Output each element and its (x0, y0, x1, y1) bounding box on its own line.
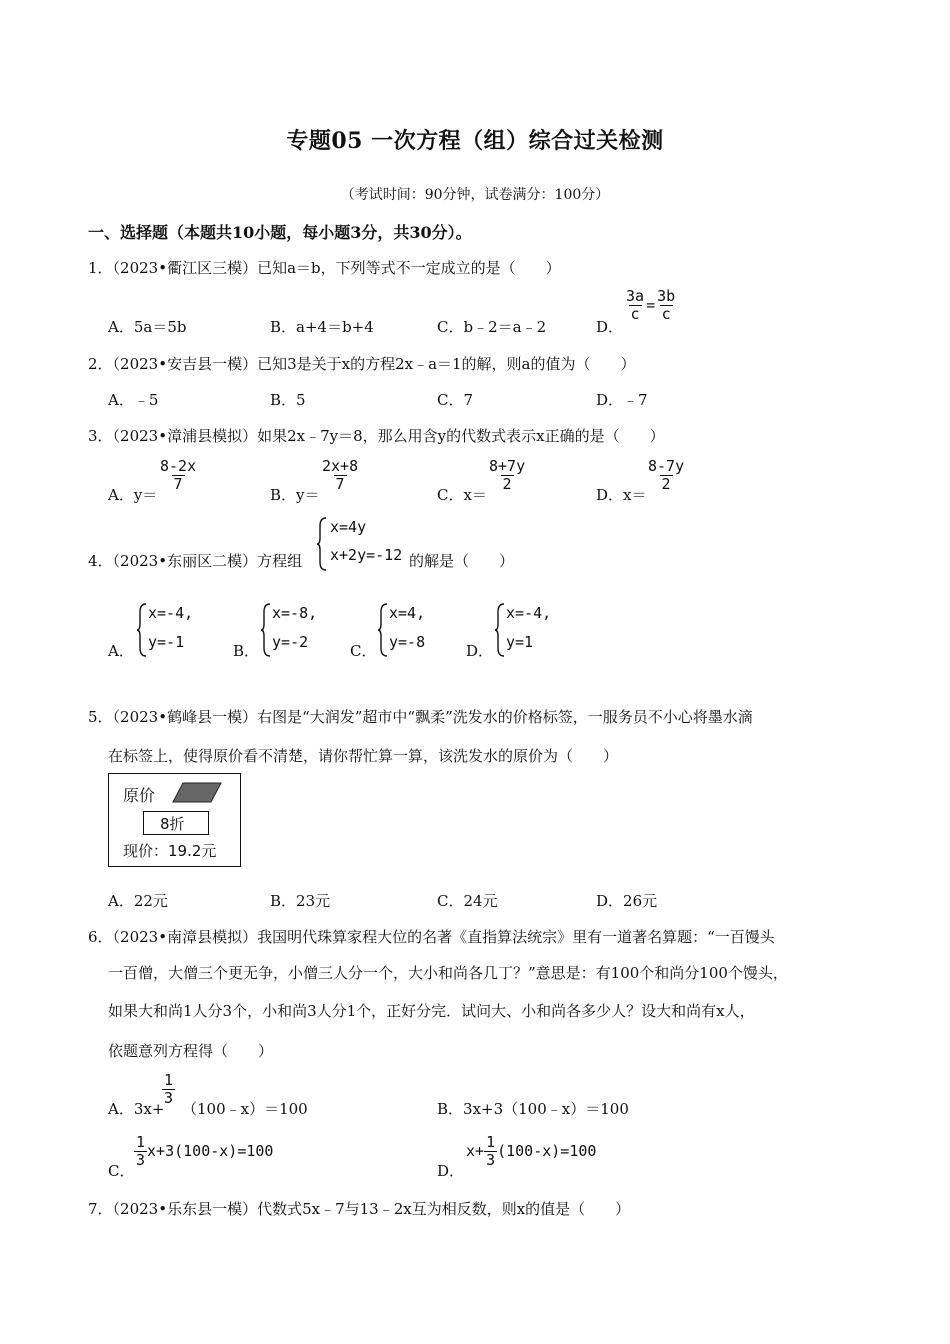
equation-2: y=-8 (389, 633, 426, 651)
denominator: 7 (335, 475, 345, 493)
numerator: 8+7y (489, 457, 526, 475)
page-title: 专题05 一次方程（组）综合过关检测 (286, 128, 664, 154)
denominator: c (630, 305, 640, 323)
question-4-prefix: 4．（2023•东丽区二模）方程组 (88, 552, 303, 570)
equation-1: x=-8, (272, 604, 318, 622)
question-2-option-d[interactable]: D．﹣7 (596, 391, 648, 409)
question-5-option-c[interactable]: C．24元 (437, 892, 498, 910)
question-2-option-a[interactable]: A．﹣5 (108, 391, 159, 409)
question-6-stem-line-3: 如果大和尚1人分3个，小和尚3人分1个，正好分完．试问大、小和尚各多少人？设大和尚有x人， (108, 1002, 755, 1020)
question-3-option-a[interactable]: A．y＝ (108, 486, 158, 504)
question-3-option-d[interactable]: D．x＝ (596, 486, 647, 504)
question-6-option-a[interactable] (108, 1098, 164, 1119)
denominator: 3 (164, 1089, 174, 1107)
option-a-text: A．3x+ (108, 1100, 165, 1118)
question-6-stem-line-4: 依题意列方程得（ ） (108, 1042, 274, 1060)
question-3-option-c-fraction (487, 458, 527, 493)
numerator: 3b (657, 287, 676, 305)
question-6-option-c[interactable]: C． (108, 1162, 135, 1180)
equals-sign: = (646, 296, 656, 314)
question-2-stem: 2．（2023•安吉县一模）已知3是关于x的方程2x﹣a＝1的解，则a的值为（ ） (88, 355, 636, 373)
numerator: 1 (486, 1133, 496, 1151)
denominator: 2 (661, 475, 671, 493)
question-5-stem-line-2: 在标签上，使得原价看不清楚，请你帮忙算一算，该洗发水的原价为（ ） (108, 747, 619, 765)
question-3-option-b-fraction (320, 458, 360, 493)
current-price-label: 现价：19.2元 (123, 842, 217, 860)
price-tag (108, 773, 241, 867)
question-4-option-a[interactable]: A． (108, 642, 134, 660)
numerator: 8-2x (160, 457, 197, 475)
question-3-stem: 3．（2023•漳浦县模拟）如果2x﹣7y＝8，那么用含y的代数式表示x正确的是（ ） (88, 427, 665, 445)
left-brace-icon (377, 602, 389, 658)
equation-1: x=4y (330, 518, 367, 536)
question-6-option-a-rest: （100﹣x）＝100 (182, 1100, 308, 1118)
equation-2: x+2y=-12 (330, 546, 403, 564)
exam-info: （考试时间：90分钟，试卷满分：100分） (340, 187, 610, 203)
question-7-stem: 7．（2023•乐东县一模）代数式5x﹣7与13﹣2x互为相反数，则x的值是（ ） (88, 1200, 631, 1218)
question-3-option-b[interactable]: B．y＝ (270, 486, 320, 504)
question-4-option-c-system (377, 602, 457, 658)
left-brace-icon (260, 602, 272, 658)
question-1-option-d[interactable] (596, 316, 623, 337)
question-6-option-b[interactable]: B．3x+3（100﹣x）＝100 (437, 1100, 629, 1118)
question-6-stem-line-2: 一百僧，大僧三个更无争，小僧三人分一个，大小和尚各几丁？”意思是：有100个和尚分100个馒头， (108, 964, 788, 982)
option-d-label: D． (596, 318, 624, 336)
question-3-option-d-fraction (646, 458, 686, 493)
expression-rest: x+3(100-x)=100 (147, 1142, 274, 1160)
numerator: 2x+8 (322, 457, 359, 475)
denominator: c (661, 305, 671, 323)
question-4-suffix: 的解是（ ） (409, 552, 515, 570)
left-brace-icon (316, 516, 328, 572)
numerator: 1 (136, 1133, 146, 1151)
denominator: 7 (173, 475, 183, 493)
question-6-option-d-expression (466, 1134, 596, 1169)
expression-rest: (100-x)=100 (497, 1142, 597, 1160)
question-5-option-a[interactable]: A．22元 (108, 892, 168, 910)
question-6-option-d[interactable]: D． (437, 1162, 465, 1180)
question-4-option-d-system (494, 602, 574, 658)
question-4-option-a-system (136, 602, 216, 658)
question-3-option-a-fraction (158, 458, 198, 493)
question-4-equation-system (316, 516, 416, 572)
original-price-label: 原价 (123, 786, 156, 805)
left-brace-icon (136, 602, 148, 658)
fraction (655, 288, 677, 323)
question-6-option-c-expression (134, 1134, 273, 1169)
question-1-option-d-expression (624, 288, 677, 323)
numerator: 8-7y (648, 457, 685, 475)
expression-prefix: x+ (466, 1142, 485, 1160)
denominator: 2 (502, 475, 512, 493)
question-1-option-b[interactable]: B．a+4＝b+4 (270, 318, 374, 336)
equation-2: y=-2 (272, 633, 309, 651)
equation-1: x=-4, (506, 604, 552, 622)
question-5-stem-line-1: 5．（2023•鹤峰县一模）右图是“大润发”超市中“飘柔”洗发水的价格标签，一服务员不小心将墨水滴 (88, 708, 753, 726)
discount-label: 8折 (160, 815, 185, 833)
left-brace-icon (494, 602, 506, 658)
fraction (624, 288, 646, 323)
question-5-option-b[interactable]: B．23元 (270, 892, 331, 910)
denominator: 3 (486, 1151, 496, 1169)
question-1-option-c[interactable]: C．b﹣2＝a﹣2 (437, 318, 547, 336)
question-4-option-c[interactable]: C． (350, 642, 377, 660)
equation-1: x=4, (389, 604, 426, 622)
denominator: 3 (136, 1151, 146, 1169)
equation-2: y=1 (506, 633, 534, 651)
question-4-option-d[interactable]: D． (466, 642, 494, 660)
question-1-option-a[interactable]: A．5a＝5b (108, 318, 187, 336)
question-6-stem-line-1: 6．（2023•南漳县模拟）我国明代珠算家程大位的名著《直指算法统宗》里有一道著名算题：“一百馒头 (88, 928, 775, 946)
equation-2: y=-1 (148, 633, 185, 651)
numerator: 1 (164, 1071, 174, 1089)
question-4-option-b[interactable]: B． (233, 642, 260, 660)
section-heading: 一、选择题（本题共10小题，每小题3分，共30分）。 (88, 223, 472, 242)
ink-blot-icon (171, 782, 223, 804)
numerator: 3a (626, 287, 645, 305)
question-2-option-c[interactable]: C．7 (437, 391, 474, 409)
question-3-option-c[interactable]: C．x＝ (437, 486, 487, 504)
question-2-option-b[interactable]: B．5 (270, 391, 306, 409)
discount-box (143, 811, 209, 835)
question-5-option-d[interactable]: D．26元 (596, 892, 658, 910)
question-1-stem: 1．（2023•衢江区三模）已知a＝b，下列等式不一定成立的是（ ） (88, 259, 561, 277)
question-4-option-b-system (260, 602, 340, 658)
equation-1: x=-4, (148, 604, 194, 622)
question-6-option-a-fraction (162, 1072, 175, 1107)
